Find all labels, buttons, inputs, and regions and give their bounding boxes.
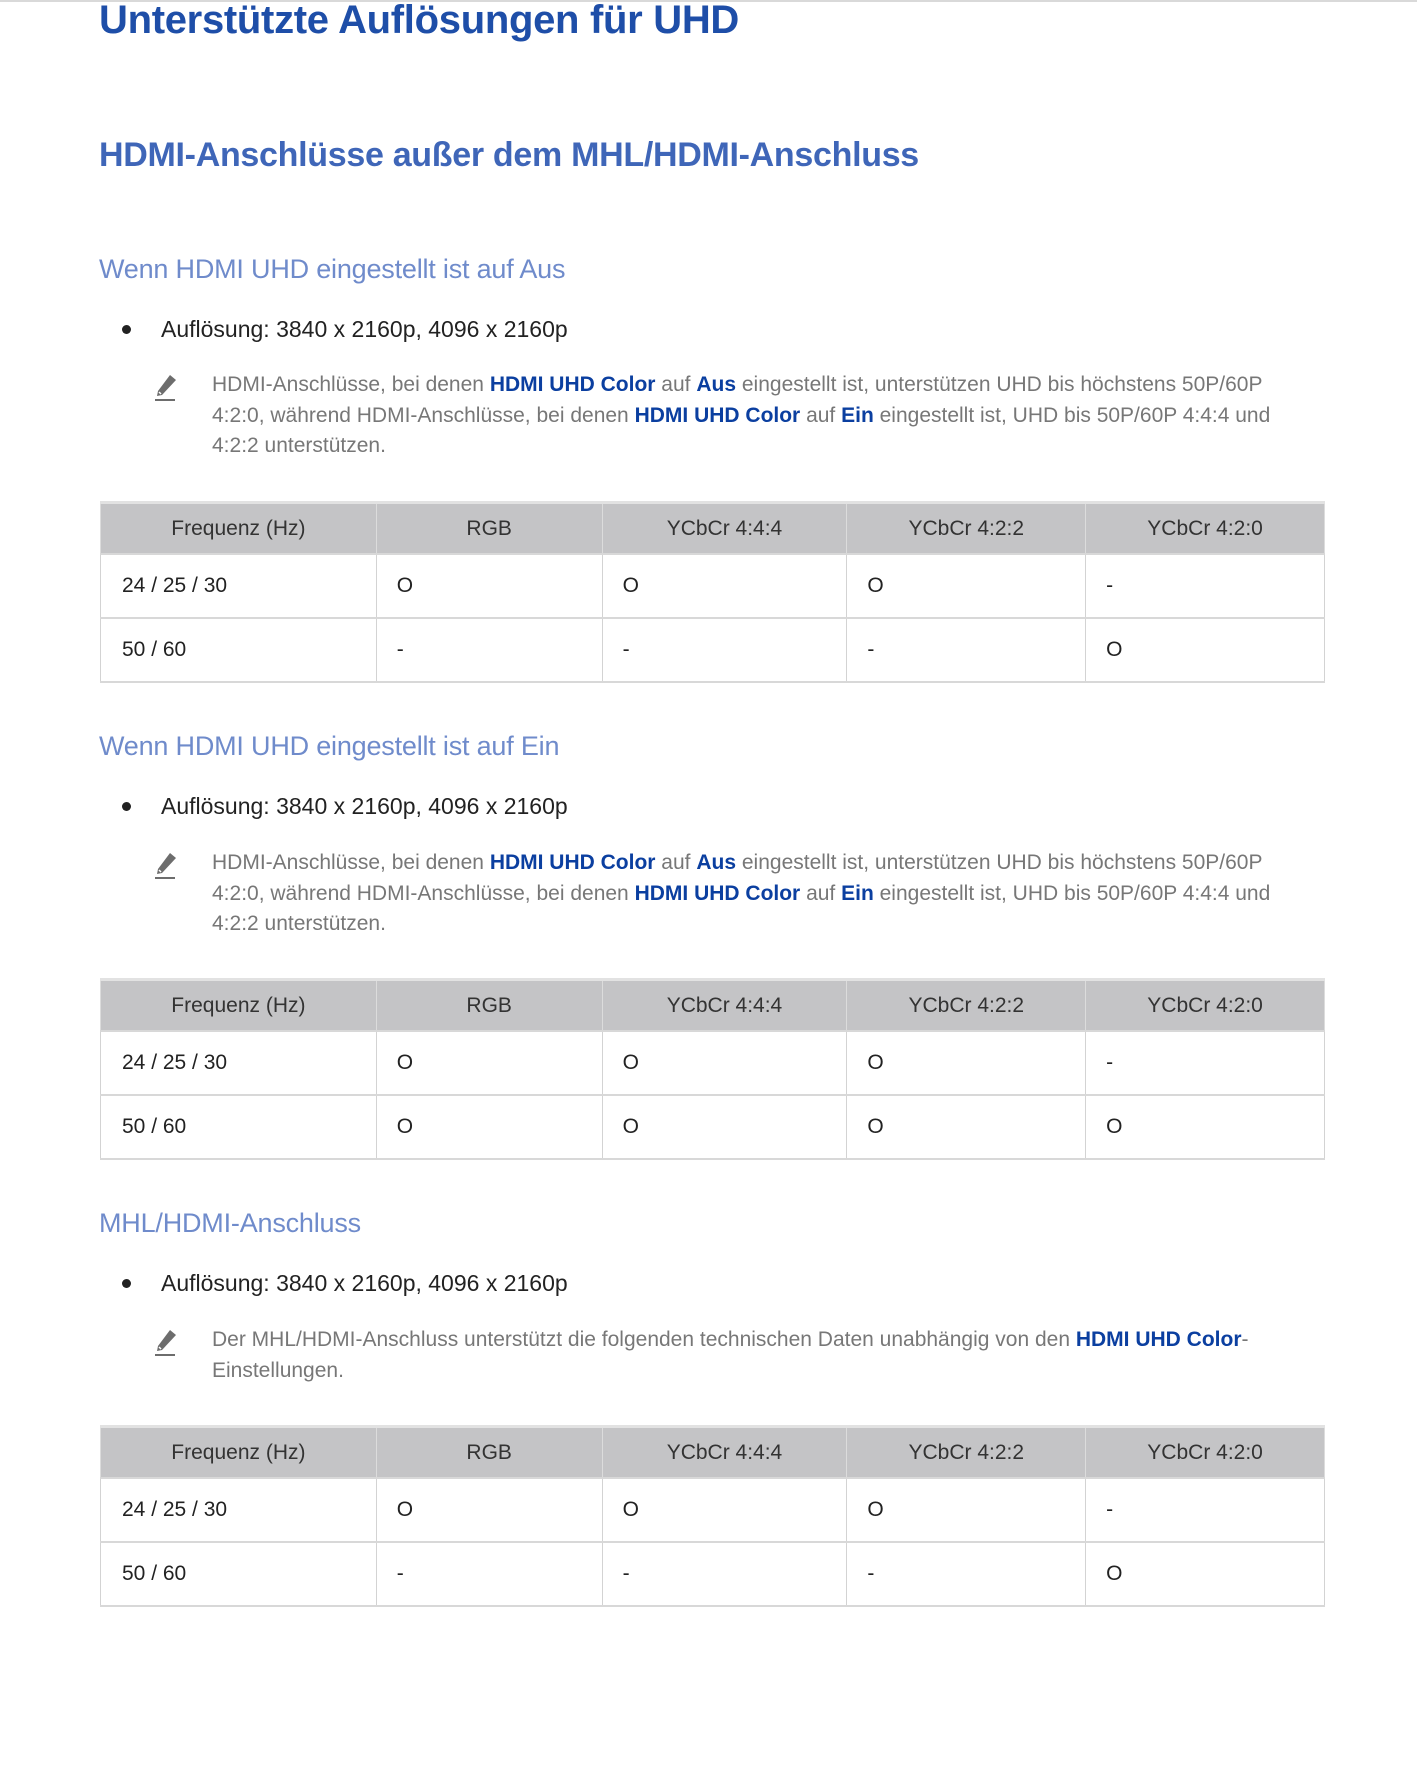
header-frequency: Frequenz (Hz) <box>101 503 377 555</box>
cell-ycbcr444: O <box>602 1095 847 1159</box>
cell-ycbcr422: - <box>847 1542 1086 1606</box>
cell-ycbcr420: O <box>1086 618 1325 682</box>
cell-rgb: O <box>376 1095 602 1159</box>
subsection-title-mhl: MHL/HDMI-Anschluss <box>99 1208 361 1238</box>
bullet-item <box>122 793 568 820</box>
cell-ycbcr422: O <box>847 1478 1086 1542</box>
cell-ycbcr444: O <box>602 1478 847 1542</box>
resolution-table-mhl <box>100 1425 1325 1607</box>
header-frequency: Frequenz (Hz) <box>101 980 377 1032</box>
bullet-dot <box>122 325 131 334</box>
cell-ycbcr420: - <box>1086 1478 1325 1542</box>
cell-frequency: 24 / 25 / 30 <box>101 1478 377 1542</box>
header-ycbcr420: YCbCr 4:2:0 <box>1086 980 1325 1032</box>
header-ycbcr422: YCbCr 4:2:2 <box>847 980 1086 1032</box>
pencil-icon <box>154 1325 212 1386</box>
resolution-text: Auflösung: 3840 x 2160p, 4096 x 2160p <box>161 316 568 342</box>
bullet-dot <box>122 1279 131 1288</box>
cell-ycbcr444: O <box>602 1031 847 1095</box>
note-text: HDMI-Anschlüsse, bei denen HDMI UHD Color auf Aus eingestellt ist, unterstützen UHD bis höchstens 50P/60P 4:2:0, während HDMI-Anschlüsse, bei denen HDMI UHD Color auf Ein eingestellt ist, UHD bis 50P/60P 4:4:4 und 4:2:2 unterstützen. <box>212 851 1271 935</box>
bullet-dot <box>122 802 131 811</box>
table-row <box>101 618 1325 682</box>
header-rgb: RGB <box>376 503 602 555</box>
cell-ycbcr420: O <box>1086 1542 1325 1606</box>
header-ycbcr420: YCbCr 4:2:0 <box>1086 1427 1325 1479</box>
note <box>154 1325 1304 1386</box>
cell-ycbcr444: - <box>602 618 847 682</box>
cell-frequency: 50 / 60 <box>101 1095 377 1159</box>
table-header-row <box>101 980 1325 1032</box>
header-ycbcr420: YCbCr 4:2:0 <box>1086 503 1325 555</box>
header-ycbcr444: YCbCr 4:4:4 <box>602 980 847 1032</box>
note-text: Der MHL/HDMI-Anschluss unterstützt die folgenden technischen Daten unabhängig von den HDMI UHD Color-Einstellungen. <box>212 1328 1249 1382</box>
resolution-table-ein <box>100 978 1325 1160</box>
table-row <box>101 1031 1325 1095</box>
cell-ycbcr444: - <box>602 1542 847 1606</box>
page-title: Unterstützte Auflösungen für UHD <box>99 0 739 42</box>
table-header-row <box>101 503 1325 555</box>
cell-ycbcr420: O <box>1086 1095 1325 1159</box>
cell-ycbcr420: - <box>1086 1031 1325 1095</box>
table-row <box>101 554 1325 618</box>
resolution-table-aus <box>100 501 1325 683</box>
header-ycbcr444: YCbCr 4:4:4 <box>602 1427 847 1479</box>
cell-frequency: 50 / 60 <box>101 1542 377 1606</box>
header-ycbcr444: YCbCr 4:4:4 <box>602 503 847 555</box>
bullet-item <box>122 316 568 343</box>
cell-ycbcr422: O <box>847 1031 1086 1095</box>
cell-rgb: - <box>376 618 602 682</box>
note-text: HDMI-Anschlüsse, bei denen HDMI UHD Color auf Aus eingestellt ist, unterstützen UHD bis höchstens 50P/60P 4:2:0, während HDMI-Anschlüsse, bei denen HDMI UHD Color auf Ein eingestellt ist, UHD bis 50P/60P 4:4:4 und 4:2:2 unterstützen. <box>212 373 1271 457</box>
header-rgb: RGB <box>376 1427 602 1479</box>
table-row <box>101 1095 1325 1159</box>
cell-ycbcr422: O <box>847 554 1086 618</box>
section-title: HDMI-Anschlüsse außer dem MHL/HDMI-Anschluss <box>99 136 919 174</box>
resolution-text: Auflösung: 3840 x 2160p, 4096 x 2160p <box>161 793 568 819</box>
cell-rgb: - <box>376 1542 602 1606</box>
table-row <box>101 1542 1325 1606</box>
table-header-row <box>101 1427 1325 1479</box>
pencil-icon <box>154 370 212 462</box>
header-frequency: Frequenz (Hz) <box>101 1427 377 1479</box>
resolution-text: Auflösung: 3840 x 2160p, 4096 x 2160p <box>161 1270 568 1296</box>
subsection-title-aus: Wenn HDMI UHD eingestellt ist auf Aus <box>99 254 566 284</box>
table-row <box>101 1478 1325 1542</box>
subsection-title-ein: Wenn HDMI UHD eingestellt ist auf Ein <box>99 731 560 761</box>
header-ycbcr422: YCbCr 4:2:2 <box>847 1427 1086 1479</box>
cell-ycbcr420: - <box>1086 554 1325 618</box>
cell-ycbcr422: O <box>847 1095 1086 1159</box>
cell-ycbcr444: O <box>602 554 847 618</box>
cell-rgb: O <box>376 554 602 618</box>
cell-rgb: O <box>376 1478 602 1542</box>
note <box>154 848 1304 940</box>
cell-frequency: 24 / 25 / 30 <box>101 1031 377 1095</box>
cell-frequency: 24 / 25 / 30 <box>101 554 377 618</box>
header-rgb: RGB <box>376 980 602 1032</box>
pencil-icon <box>154 848 212 940</box>
cell-rgb: O <box>376 1031 602 1095</box>
header-ycbcr422: YCbCr 4:2:2 <box>847 503 1086 555</box>
cell-ycbcr422: - <box>847 618 1086 682</box>
note <box>154 370 1304 462</box>
bullet-item <box>122 1270 568 1297</box>
cell-frequency: 50 / 60 <box>101 618 377 682</box>
